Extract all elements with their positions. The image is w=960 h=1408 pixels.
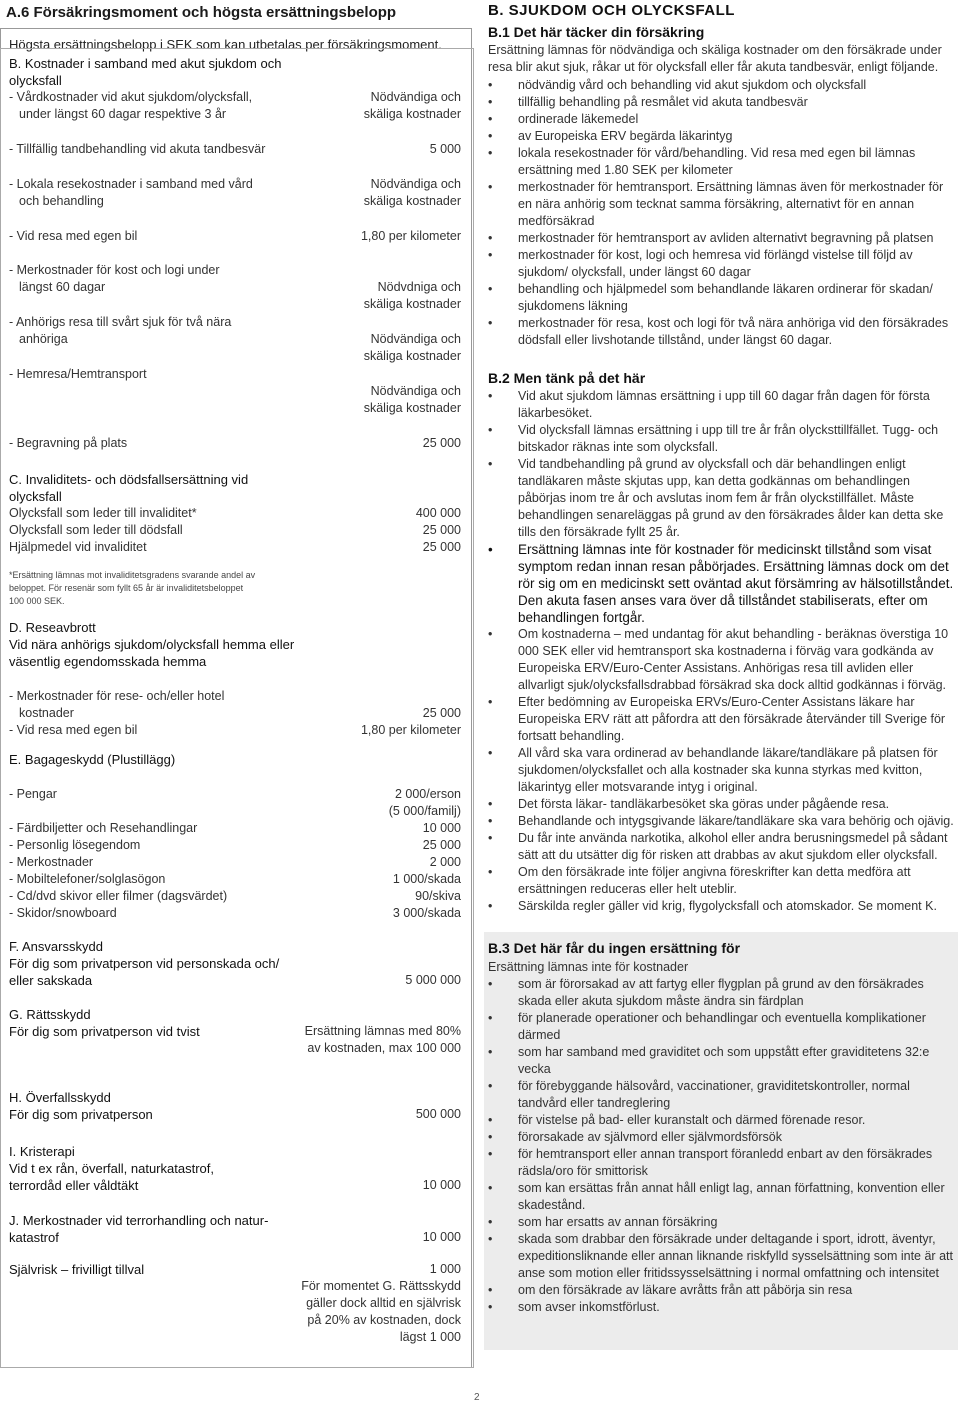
list-item: • som avser inkomstförlust. [484, 1299, 954, 1316]
b3-list [484, 976, 954, 1316]
list-item: • Vid olycksfall lämnas ersättning i upp till tre år från olycksttillfället. Tugg- och bitskador räknas inte som olycksfall. [484, 422, 954, 456]
i-text: Vid t ex rån, överfall, naturkatastrof, [9, 1161, 214, 1176]
row-value: 25 000 [422, 436, 461, 450]
list-item: • merkostnader för hemtransport av avliden alternativt begravning på platsen [484, 230, 954, 247]
row-label: - Skidor/snowboard [9, 906, 117, 920]
page-number: 2 [474, 1392, 480, 1403]
row-value: 10 000 [422, 1178, 461, 1192]
list-item: • merkostnader för resa, kost och logi för två nära anhöriga vid den försäkrades dödsfall eller livshotande tillstånd, under längst 60 dagar. [484, 315, 954, 349]
b2-heading: B.2 Men tänk på det här [488, 370, 646, 386]
b-heading-cont: olycksfall [9, 73, 62, 88]
list-item: • om den försäkrade av läkare avråtts från att påbörja sin resa [484, 1282, 954, 1299]
row-value: 1,80 per kilometer [360, 723, 461, 737]
row-label: - Mobiltelefoner/solglasögon [9, 872, 166, 886]
row-value: lägst 1 000 [399, 1330, 461, 1344]
list-item: • Det första läkar- tandläkarbesöket ska göras under pågående resa. [484, 796, 954, 813]
list-item: • Vid tandbehandling på grund av olycksfall och där behandlingen enligt tandläkaren måste skjutas upp, kan detta godkännas om behandlingen påbörjas inom tre år och avslutas inom fem år från olyckstillfället. Måste behandlingen senareläggas på grund av den försäkrades ålder kan detta ske tills den försäkrade fyllt 25 år. [484, 456, 954, 541]
row-value: Nödvändiga och [370, 177, 461, 191]
f-text: För dig som privatperson vid personskada och/ [9, 956, 280, 971]
row-label: och behandling [19, 194, 104, 208]
row-label: - Personlig lösegendom [9, 838, 141, 852]
list-item: • skada som drabbar den försäkrade under deltagande i sport, idrott, äventyr, expeditionsliknande eller annan liknande riskfylld sysselsättning som inte är att anse som motion eller fritidssysselsättning i normal omfattning och intensitet [484, 1231, 954, 1282]
d-text: Vid nära anhörigs sjukdom/olycksfall hemma eller [9, 637, 295, 652]
row-label: - Cd/dvd skivor eller filmer (dagsvärdet) [9, 889, 228, 903]
row-value: Nödvdniga och [377, 280, 461, 294]
row-value: 25 000 [422, 523, 461, 537]
row-value: 10 000 [422, 821, 461, 835]
d-heading: D. Reseavbrott [9, 620, 96, 635]
list-item: • som har samband med graviditet och som uppstått efter graviditetens 32:e vecka [484, 1044, 954, 1078]
row-value: 2 000/erson [394, 787, 461, 801]
list-item: • av Europeiska ERV begärda läkarintyg [484, 128, 954, 145]
row-value: 10 000 [422, 1230, 461, 1244]
f-heading: F. Ansvarsskydd [9, 939, 103, 954]
row-value: Ersättning lämnas med 80% [304, 1024, 461, 1038]
row-value: 3 000/skada [392, 906, 461, 920]
h-heading: H. Överfallsskydd [9, 1090, 111, 1105]
list-item: • Om kostnaderna – med undantag för akut behandling - beräknas överstiga 10 000 SEK eller vid hemtransport ska kostnaderna i förväg vara godkända av Europeiska ERV/Euro-Center Assistans. Anhörigas resa till avliden eller allvarligt sjuk/olycksfallsdrabbad försäkrad ska dock alltid godkännas i förväg. [484, 626, 954, 694]
row-value: på 20% av kostnaden, dock [307, 1313, 461, 1327]
row-label: längst 60 dagar [19, 280, 106, 294]
list-item: • tillfällig behandling på resmålet vid akuta tandbesvär [484, 94, 954, 111]
row-value: (5 000/familj) [388, 804, 461, 818]
g-heading: G. Rättsskydd [9, 1007, 91, 1022]
h-text: För dig som privatperson [9, 1107, 153, 1122]
list-item: • behandling och hjälpmedel som behandlande läkaren ordinerar för skadan/ sjukdomens läkning [484, 281, 954, 315]
b1-intro: resa blir akut sjuk, råkar ut för olycksfall eller får akuta tandbesvär, enligt följande. [488, 60, 939, 74]
deductible-heading: Självrisk – frivilligt tillval [9, 1262, 145, 1277]
row-value: 1,80 per kilometer [360, 229, 461, 243]
row-value: Nödvändiga och [370, 332, 461, 346]
row-label: kostnader [19, 706, 74, 720]
row-label: - Merkostnader [9, 855, 94, 869]
row-label: - Vid resa med egen bil [9, 723, 138, 737]
row-label: - Anhörigs resa till svårt sjuk för två nära [9, 315, 232, 329]
row-value: För momentet G. Rättsskydd [301, 1279, 461, 1293]
list-item: • Ersättning lämnas inte för kostnader för medicinskt tillstånd som visat symptom redan innan resan påbörjades. Ersättning lämnas dock om det rör sig om en medicinskt sett oväntad akut försämring av hälsotillståndet. Den akuta fasen anses vara över då tillståndet stabiliserats, efter om behandlingen fortgår. [484, 541, 954, 626]
row-value: skäliga kostnader [363, 194, 461, 208]
b3-intro: Ersättning lämnas inte för kostnader [488, 960, 689, 974]
row-label: - Vid resa med egen bil [9, 229, 138, 243]
list-item: • för förebyggande hälsovård, vaccinationer, graviditetskontroller, normal tandvård eller tandreglering [484, 1078, 954, 1112]
chapter-title: B. SJUKDOM OCH OLYCKSFALL [488, 2, 735, 19]
d-text: väsentlig egendomsskada hemma [9, 654, 207, 669]
i-heading: I. Kristerapi [9, 1144, 75, 1159]
list-item: • som kan ersättas från annat håll enligt lag, annan författning, konvention eller skadestånd. [484, 1180, 954, 1214]
row-label: Hjälpmedel vid invaliditet [9, 540, 147, 554]
list-item: • Vid akut sjukdom lämnas ersättning i upp till 60 dagar från dagen för första läkarbesöket. [484, 388, 954, 422]
b3-heading: B.3 Det här får du ingen ersättning för [488, 940, 741, 956]
row-value: skäliga kostnader [363, 297, 461, 311]
row-value: 500 000 [415, 1107, 461, 1121]
row-value: 5 000 000 [405, 973, 461, 987]
b2-list [484, 388, 954, 915]
row-value: 25 000 [422, 706, 461, 720]
row-label: - Pengar [9, 787, 57, 801]
list-item: • Behandlande och intygsgivande läkare/tandläkare ska vara behörig och ojävig. [484, 813, 954, 830]
footnote: 100 000 SEK. [9, 596, 65, 606]
g-text: För dig som privatperson vid tvist [9, 1024, 200, 1039]
f-text: eller sakskada [9, 973, 93, 988]
row-label: - Merkostnader för kost och logi under [9, 263, 220, 277]
row-label: Olycksfall som leder till invaliditet* [9, 506, 197, 520]
j-heading: J. Merkostnader vid terrorhandling och natur- [9, 1213, 269, 1228]
list-item: • för planerade operationer och behandlingar och eventuella komplikationer därmed [484, 1010, 954, 1044]
row-label: under längst 60 dagar respektive 3 år [19, 107, 227, 121]
b-heading: B. Kostnader i samband med akut sjukdom och [9, 56, 282, 71]
list-item: • Efter bedömning av Europeiska ERVs/Euro-Center Assistans läkare har Europeiska ERV rätt att påfordra att den försäkrade återvänder till Sverige för fortsatt behandling. [484, 694, 954, 745]
row-value: 400 000 [415, 506, 461, 520]
section-title: A.6 Försäkringsmoment och högsta ersättningsbelopp [6, 4, 397, 21]
row-value: 25 000 [422, 838, 461, 852]
footnote: beloppet. För resenär som fyllt 65 år är invaliditetsbeloppet [9, 583, 244, 593]
row-value: 25 000 [422, 540, 461, 554]
b1-heading: B.1 Det här täcker din försäkring [488, 24, 705, 40]
list-item: • lokala resekostnader för vård/behandling. Vid resa med egen bil lämnas ersättning med 1.80 SEK per kilometer [484, 145, 954, 179]
row-value: av kostnaden, max 100 000 [307, 1041, 461, 1055]
list-item: • som är förorsakad av att fartyg eller flygplan på grund av den försäkrades skada eller akuta sjukdom måste ändra sin färdplan [484, 976, 954, 1010]
row-label: - Färdbiljetter och Resehandlingar [9, 821, 198, 835]
c-heading-cont: olycksfall [9, 489, 62, 504]
row-value: skäliga kostnader [363, 401, 461, 415]
box-intro: Högsta ersättningsbelopp i SEK som kan utbetalas per försäkringsmoment. [9, 37, 442, 52]
row-value: Nödvändiga och [370, 384, 461, 398]
list-item: • som har ersatts av annan försäkring [484, 1214, 954, 1231]
list-item: • Du får inte använda narkotika, alkohol eller andra berusningsmedel på sådant sätt att du utsätter dig för risken att drabbas av akut sjukdom eller olycksfall. [484, 830, 954, 864]
row-value: 1 000 [429, 1262, 461, 1276]
right-column [484, 0, 960, 1350]
row-label: - Merkostnader för rese- och/eller hotel [9, 689, 225, 703]
row-value: skäliga kostnader [363, 349, 461, 363]
row-value: skäliga kostnader [363, 107, 461, 121]
row-label: - Begravning på plats [9, 436, 128, 450]
list-item: • för vistelse på bad- eller kuranstalt och därmed förenade resor. [484, 1112, 954, 1129]
row-value: Nödvändiga och [370, 90, 461, 104]
row-label: - Tillfällig tandbehandling vid akuta tandbesvär [9, 142, 266, 156]
row-value: 5 000 [429, 142, 461, 156]
row-label: - Vårdkostnader vid akut sjukdom/olycksfall, [9, 90, 253, 104]
j-heading-cont: katastrof [9, 1230, 59, 1245]
list-item: • nödvändig vård och behandling vid akut sjukdom och olycksfall [484, 77, 954, 94]
b1-intro: Ersättning lämnas för nödvändiga och skäliga kostnader om den försäkrade under [488, 43, 942, 57]
i-text: terrordåd eller våldtäkt [9, 1178, 139, 1193]
e-heading: E. Bagageskydd (Plustillägg) [9, 752, 176, 767]
limits-table [0, 48, 474, 1368]
list-item: • Särskilda regler gäller vid krig, flygolycksfall och atomskador. Se moment K. [484, 898, 954, 915]
row-value: 2 000 [429, 855, 461, 869]
row-label: Olycksfall som leder till dödsfall [9, 523, 183, 537]
row-value: 1 000/skada [392, 872, 461, 886]
b1-list [484, 77, 954, 349]
list-item: • merkostnader för hemtransport. Ersättning lämnas även för merkostnader för en nära anhörig som tecknat samma försäkring, alternativt för en annan medförsäkrad [484, 179, 954, 230]
row-value: 90/skiva [415, 889, 461, 903]
row-label: anhöriga [19, 332, 68, 346]
list-item: • ordinerade läkemedel [484, 111, 954, 128]
row-label: - Lokala resekostnader i samband med vård [9, 177, 253, 191]
list-item: • All vård ska vara ordinerad av behandlande läkare/tandläkare på platsen för sjukdomen/olycksfallet och alla kostnader ska kunna styrkas med kvitton, läkarintyg eller motsvarande intyg i original. [484, 745, 954, 796]
list-item: • merkostnader för kost, logi och hemresa vid förlängd vistelse till följd av sjukdom/ olycksfall, under längst 60 dagar [484, 247, 954, 281]
footnote: *Ersättning lämnas mot invaliditetsgradens svarande andel av [9, 570, 256, 580]
c-heading: C. Invaliditets- och dödsfallsersättning vid [9, 472, 249, 487]
row-label: - Hemresa/Hemtransport [9, 367, 147, 381]
list-item: • Om den försäkrade inte följer angivna föreskrifter kan detta medföra att ersättningen reduceras eller helt uteblir. [484, 864, 954, 898]
list-item: • förorsakade av självmord eller självmordsförsök [484, 1129, 954, 1146]
row-value: gäller dock alltid en självrisk [306, 1296, 461, 1310]
list-item: • för hemtransport eller annan transport föranledd enbart av den försäkrades rädsla/oro för smittorisk [484, 1146, 954, 1180]
